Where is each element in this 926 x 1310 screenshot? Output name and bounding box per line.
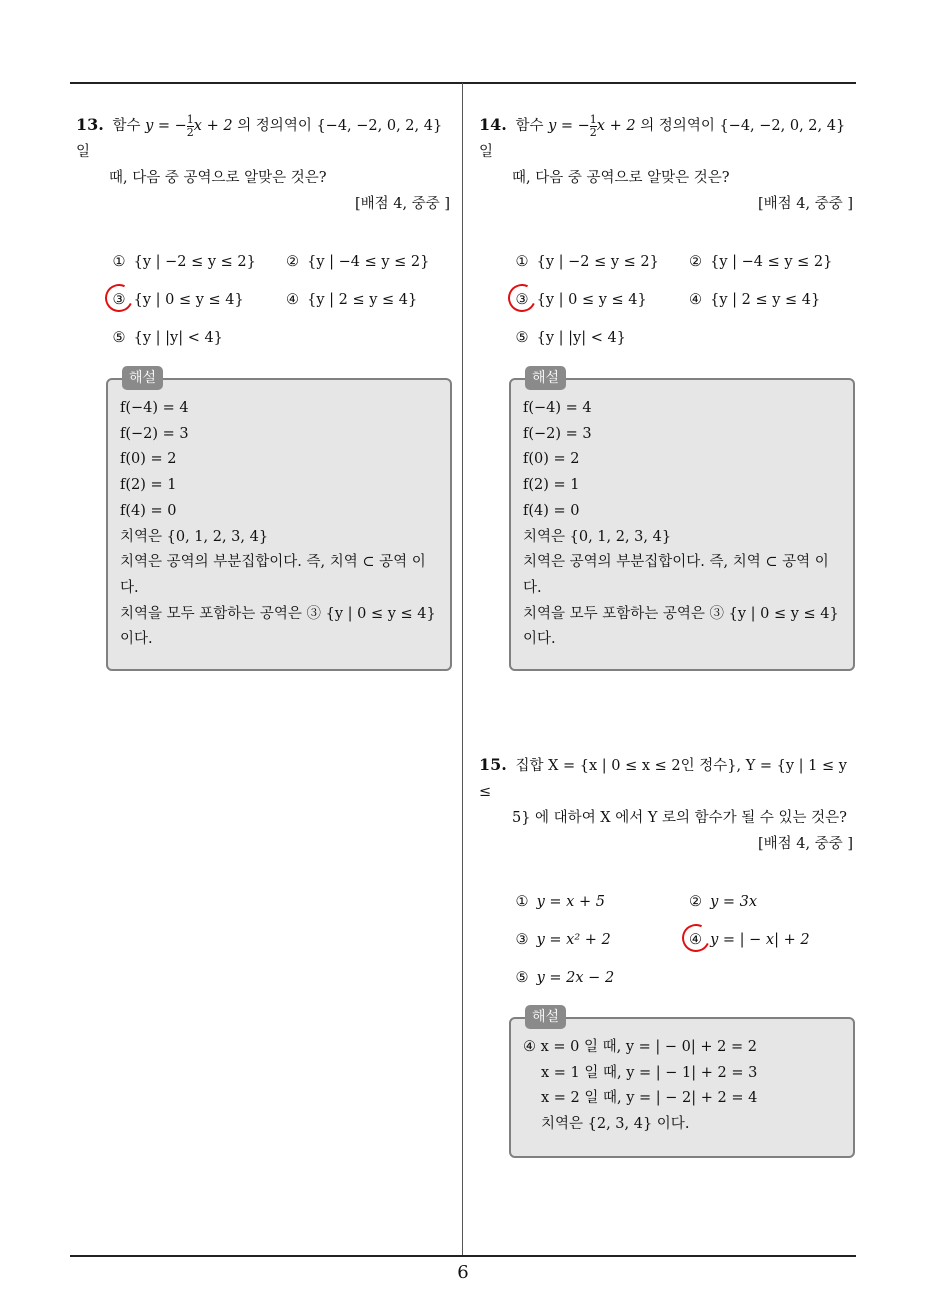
stem-line2: 때, 다음 중 공역으로 알맞은 것은? — [109, 170, 327, 186]
solution-line: f(0) = 2 — [120, 451, 177, 468]
bottom-rule — [70, 1255, 856, 1257]
page-number: 6 — [457, 1262, 469, 1283]
choice-2[interactable]: ② {y | −4 ≤ y ≤ 2} — [689, 254, 833, 270]
choice-5[interactable]: ⑤ {y | |y| < 4} — [515, 330, 626, 346]
stem-prefix: 함수 — [515, 118, 544, 134]
solution-line: 치역을 모두 포함하는 공역은 ③ {y | 0 ≤ y ≤ 4} — [523, 605, 839, 622]
choice-3[interactable]: ③ {y | 0 ≤ y ≤ 4} — [109, 287, 283, 313]
solution-line: f(−2) = 3 — [120, 425, 189, 442]
choice-4[interactable]: ④ {y | 2 ≤ y ≤ 4} — [689, 292, 821, 308]
choice-5[interactable]: ⑤ y = 2x − 2 — [515, 970, 615, 986]
solution-line: f(4) = 0 — [120, 502, 177, 519]
fraction — [187, 114, 194, 139]
fraction-numerator: 1 — [186, 112, 194, 126]
stem-rest: 의 정의역이 {−4, −2, 0, 2, 4} 일 — [479, 118, 846, 160]
solution-tag: 해설 — [525, 366, 566, 390]
solution-line: f(4) = 0 — [523, 502, 580, 519]
stem-formula-b: x + 2 — [596, 118, 636, 134]
question-stem — [479, 112, 859, 217]
choice-4[interactable]: ④ y = | − x| + 2 — [686, 927, 860, 953]
answer-mark-icon — [504, 280, 540, 316]
solution-line: x = 1 일 때, y = | − 1| + 2 = 3 — [541, 1064, 758, 1081]
solution-line: ④ x = 0 일 때, y = | − 0| + 2 = 2 — [523, 1039, 757, 1055]
solution-line: f(2) = 1 — [120, 477, 177, 494]
choice-4[interactable]: ④ {y | 2 ≤ y ≤ 4} — [286, 292, 418, 308]
stem-rest: 의 정의역이 {−4, −2, 0, 2, 4} 일 — [76, 118, 443, 160]
question-number: 15. — [479, 755, 507, 774]
stem-line2: 5} 에 대하여 X 에서 Y 로의 함수가 될 수 있는 것은? — [512, 810, 847, 826]
question-meta: [배점 4, 중중 ] — [757, 836, 853, 852]
solution-line: f(−4) = 4 — [523, 400, 592, 416]
solution-line: 치역은 공역의 부분집합이다. 즉, 치역 ⊂ 공역 이 — [120, 554, 426, 571]
question-number: 14. — [479, 115, 507, 134]
choice-3[interactable]: ③ y = x² + 2 — [515, 932, 611, 948]
choice-5[interactable]: ⑤ {y | |y| < 4} — [112, 330, 223, 346]
choice-1[interactable]: ① {y | −2 ≤ y ≤ 2} — [112, 254, 256, 270]
solution-line: 치역을 모두 포함하는 공역은 ③ {y | 0 ≤ y ≤ 4} — [120, 605, 436, 622]
question-number: 13. — [76, 115, 104, 134]
question-15 — [479, 752, 859, 997]
solution-line: f(−2) = 3 — [523, 425, 592, 442]
solution-line: 치역은 {0, 1, 2, 3, 4} — [120, 528, 269, 545]
answer-mark-icon — [101, 280, 137, 316]
solution-box-13 — [106, 370, 452, 671]
stem-prefix: 함수 — [112, 118, 141, 134]
solution-tag: 해설 — [525, 1005, 566, 1029]
question-13 — [76, 112, 456, 357]
solution-line: f(0) = 2 — [523, 451, 580, 468]
solution-line: f(−4) = 4 — [120, 400, 189, 416]
question-meta: [배점 4, 중중 ] — [354, 196, 450, 212]
choice-2[interactable]: ② {y | −4 ≤ y ≤ 2} — [286, 254, 430, 270]
solution-line: 다. — [523, 579, 542, 596]
question-stem — [76, 112, 456, 217]
solution-line: 치역은 {2, 3, 4} 이다. — [541, 1116, 690, 1133]
stem-formula-a: y = − — [548, 118, 590, 134]
solution-line: x = 2 일 때, y = | − 2| + 2 = 4 — [541, 1090, 758, 1107]
choice-1[interactable]: ① {y | −2 ≤ y ≤ 2} — [515, 254, 659, 270]
choice-list — [479, 243, 859, 357]
stem-line1: 집합 X = {x | 0 ≤ x ≤ 2인 정수}, Y = {y | 1 ≤ y ≤ — [479, 758, 847, 800]
choice-list — [76, 243, 456, 357]
fraction-denominator: 2 — [186, 125, 194, 139]
solution-line: 이다. — [523, 631, 556, 648]
column-divider — [462, 83, 463, 1256]
solution-line: 치역은 공역의 부분집합이다. 즉, 치역 ⊂ 공역 이 — [523, 554, 829, 571]
solution-line: 치역은 {0, 1, 2, 3, 4} — [523, 528, 672, 545]
top-rule — [70, 82, 856, 84]
fraction-denominator: 2 — [589, 125, 597, 139]
solution-line: 이다. — [120, 631, 153, 648]
choice-list — [479, 883, 859, 997]
question-meta: [배점 4, 중중 ] — [757, 196, 853, 212]
solution-box-15 — [509, 1009, 855, 1158]
solution-box-14 — [509, 370, 855, 671]
solution-line: 다. — [120, 579, 139, 596]
choice-2[interactable]: ② y = 3x — [689, 894, 758, 910]
stem-line2: 때, 다음 중 공역으로 알맞은 것은? — [512, 170, 730, 186]
solution-tag: 해설 — [122, 366, 163, 390]
solution-line: f(2) = 1 — [523, 477, 580, 494]
stem-formula-a: y = − — [145, 118, 187, 134]
question-stem — [479, 752, 859, 857]
fraction-numerator: 1 — [589, 112, 597, 126]
question-14 — [479, 112, 859, 357]
fraction — [590, 114, 597, 139]
stem-formula-b: x + 2 — [193, 118, 233, 134]
choice-1[interactable]: ① y = x + 5 — [515, 894, 605, 910]
choice-3[interactable]: ③ {y | 0 ≤ y ≤ 4} — [512, 287, 686, 313]
